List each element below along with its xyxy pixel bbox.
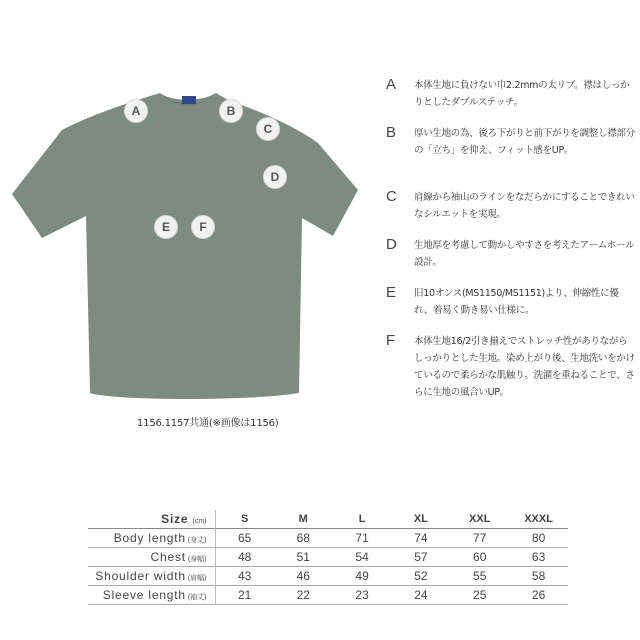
size-value: 65 (237, 531, 252, 545)
size-row-body-length (88, 529, 568, 548)
size-value: 22 (296, 588, 310, 602)
feature-description: 肩線から袖山のラインをなだらかにすることできれいなシルエットを実現。 (414, 192, 635, 220)
feature-letter: D (386, 236, 397, 253)
feature-description: 本体生地16/2引き揃えでストレッチ性がありながらしっかりとした生地。染め上がり後、生地洗いをかけているので柔らかな肌触り。洗濯を重ねることで、さらに生地の風合いUP。 (414, 336, 635, 398)
feature-letter: C (386, 188, 397, 205)
size-column-s: S (240, 513, 249, 525)
size-value: 60 (473, 550, 487, 564)
size-table (88, 510, 568, 605)
measurement-name: Chest (150, 550, 186, 564)
measurement-name: Body length (113, 531, 186, 545)
size-value: 21 (237, 588, 252, 602)
size-value: 63 (531, 550, 546, 564)
size-value: 24 (414, 588, 428, 602)
size-value: 58 (531, 569, 546, 583)
size-header-unit: (cm) (192, 518, 207, 525)
size-value: 23 (355, 588, 369, 602)
size-header-label: Size (161, 512, 189, 526)
measurement-japanese: (肩幅) (185, 575, 207, 582)
size-value: 49 (355, 569, 369, 583)
marker-d: D (264, 166, 286, 188)
size-value: 68 (296, 531, 310, 545)
measurement-label (88, 529, 215, 548)
marker-c: C (257, 118, 279, 140)
size-header-cell (88, 510, 215, 529)
size-column-xl: XL (413, 513, 428, 525)
size-value: 54 (355, 550, 369, 564)
measurement-japanese: (身丈) (185, 537, 207, 544)
size-value: 48 (237, 550, 252, 564)
size-row-sleeve-length (88, 586, 568, 605)
measurement-name: Sleeve length (102, 588, 186, 602)
size-value: 43 (237, 569, 252, 583)
feature-description: 厚い生地の為、後ろ下がりと前下がりを調整し襟部分の「立ち」を抑え、フィット感をUP。 (414, 128, 635, 156)
size-value: 80 (531, 531, 546, 545)
measurement-japanese: (袖丈) (185, 594, 207, 601)
size-value: 71 (355, 531, 369, 545)
size-value: 46 (296, 569, 310, 583)
feature-letter: A (386, 76, 397, 93)
tshirt-image (0, 60, 380, 420)
marker-f: F (192, 216, 214, 238)
measurement-label (88, 586, 215, 605)
feature-description: 旧10オンス(MS1150/MS1151)より、伸縮性に優れ、着易く動き易い仕様に。 (414, 288, 619, 316)
size-value: 51 (296, 550, 310, 564)
size-column-xxxl: XXXL (524, 513, 553, 525)
measurement-label (88, 567, 215, 586)
feature-letter: F (386, 332, 396, 349)
feature-letter: E (386, 284, 397, 301)
size-value: 26 (531, 588, 546, 602)
size-value: 25 (473, 588, 487, 602)
size-column-xxl: XXL (469, 513, 491, 525)
feature-letter: B (386, 124, 397, 141)
size-row-shoulder-width (88, 567, 568, 586)
measurement-label (88, 548, 215, 567)
size-value: 77 (473, 531, 487, 545)
size-value: 74 (414, 531, 428, 545)
tshirt-illustration (0, 60, 380, 420)
tshirt-body-shape (12, 93, 358, 399)
measurement-japanese: (身幅) (185, 556, 207, 563)
feature-description: 本体生地に負けない巾2.2mmの太リブ。襟はしっかりとしたダブルステッチ。 (414, 80, 630, 108)
image-caption: 1156.1157共通(※画像は1156) (137, 418, 279, 429)
size-value: 52 (414, 569, 428, 583)
size-row-chest (88, 548, 568, 567)
feature-description: 生地厚を考慮して動かしやすさを考えたアームホール設計。 (414, 240, 635, 268)
measurement-name: Shoulder width (95, 569, 186, 583)
size-value: 57 (414, 550, 428, 564)
marker-b: B (220, 100, 242, 122)
size-value: 55 (473, 569, 487, 583)
tshirt-tag (182, 96, 196, 104)
size-column-l: L (358, 513, 366, 525)
marker-a: A (125, 100, 147, 122)
size-header-row (88, 510, 568, 529)
marker-e: E (155, 216, 177, 238)
size-column-m: M (298, 513, 308, 525)
